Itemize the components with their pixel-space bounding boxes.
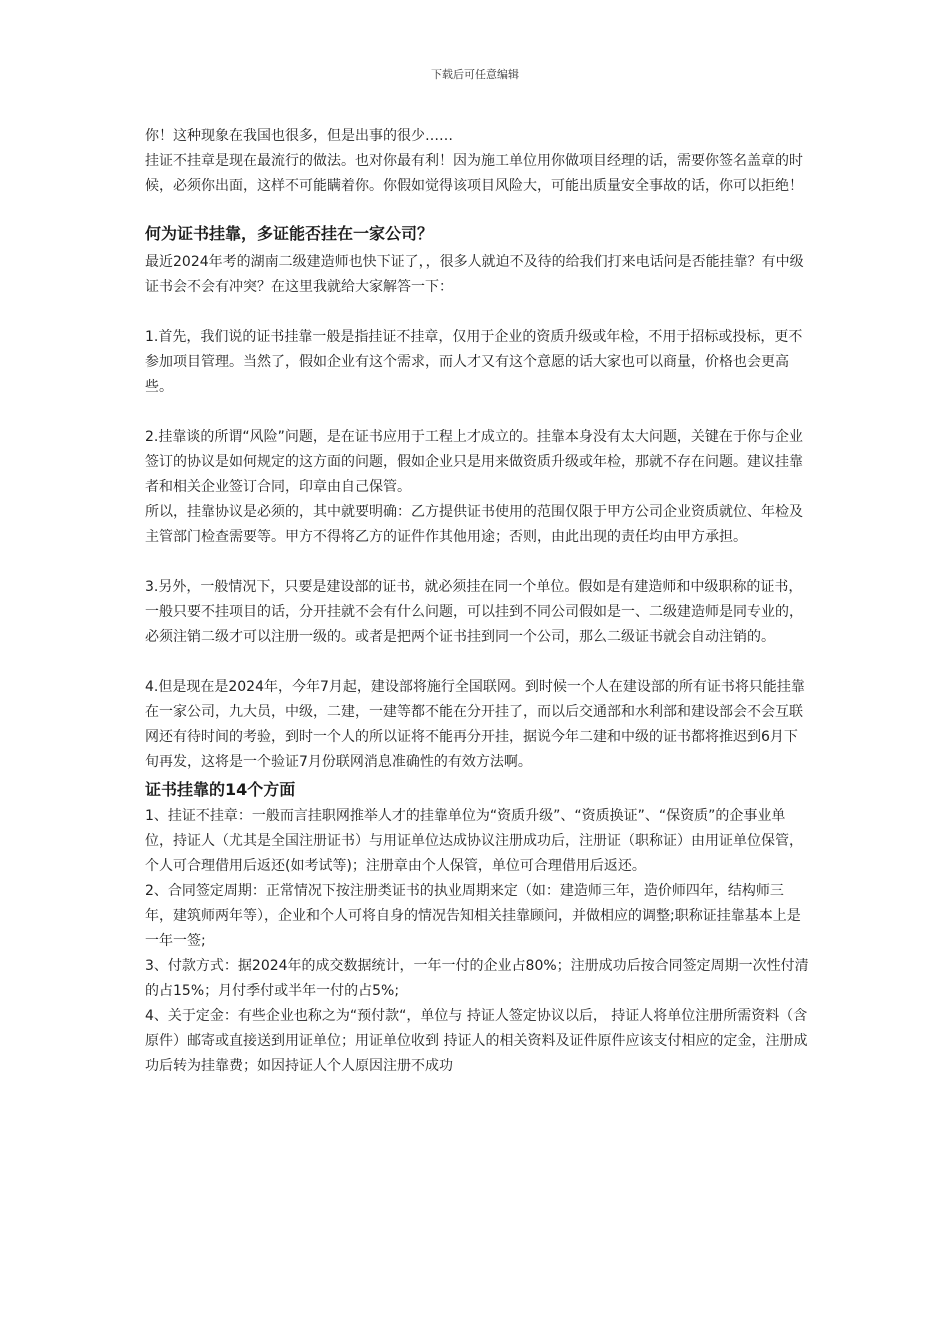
intro-paragraph-2: 挂证不挂章是现在最流行的做法。也对你最有利！因为施工单位用你做项目经理的话，需要你签名盖章的时候，必须你出面，这样不可能瞒着你。你假如觉得该项目风险大，可能出质量安全事故的话，你可以拒绝！ (145, 153, 803, 194)
document-body (145, 124, 810, 1079)
section2-item-3: 3、付款方式：据2024年的成交数据统计，一年一付的企业占80%；注册成功后按合同签定周期一次性付清的占15%；月付季付或半年一付的占5%; (145, 958, 809, 999)
section2-item-4: 4、关于定金：有些企业也称之为“预付款“，单位与 持证人签定协议以后， 持证人将单位注册所需资料（含原件）邮寄或直接送到用证单位；用证单位收到 持证人的相关资料及证件原件应该支付相应的定金，注册成功后转为挂靠费；如因持证人个人原因注册不成功 (145, 1008, 808, 1074)
paragraph-gap (145, 400, 810, 425)
section-heading-14-aspects: 证书挂靠的14个方面 (145, 780, 296, 799)
paragraph-gap (145, 650, 810, 675)
page-header: 下载后可任意编辑 (431, 68, 519, 81)
section1-point-4: 4.但是现在是2024年，今年7月起，建设部将施行全国联网。到时候一个人在建设部的所有证书将只能挂靠在一家公司，九大员，中级，二建，一建等都不能在分开挂了，而以后交通部和水利部和建设部会不会互联网还有待时间的考验，到时一个人的所以证将不能再分开挂，据说今年二建和中级的证书都将推迟到6月下旬再发，这将是一个验证7月份联网消息准确性的有效方法啊。 (145, 679, 805, 770)
section1-point-3: 3.另外，一般情况下，只要是建设部的证书，就必须挂在同一个单位。假如是有建造师和中级职称的证书，一般只要不挂项目的话，分开挂就不会有什么问题，可以挂到不同公司假如是一、二级建造师是同专业的，必须注销二级才可以注册一级的。或者是把两个证书挂到同一个公司，那么二级证书就会自动注销的。 (145, 579, 803, 645)
section1-point-2: 2.挂靠谈的所谓“风险”问题，是在证书应用于工程上才成立的。挂靠本身没有太大问题，关键在于你与企业签订的协议是如何规定的这方面的问题，假如企业只是用来做资质升级或年检，那就不存在问题。建议挂靠者和相关企业签订合同，印章由自己保管。 (145, 429, 803, 495)
section-heading-certificate-affiliation: 何为证书挂靠，多证能否挂在一家公司？ (145, 224, 434, 243)
section1-point-2-continued: 所以，挂靠协议是必须的，其中就要明确：乙方提供证书使用的范围仅限于甲方公司企业资质就位、年检及主管部门检查需要等。甲方不得将乙方的证件作其他用途；否则，由此出现的责任均由甲方承担。 (145, 504, 803, 545)
section1-point-1: 1.首先，我们说的证书挂靠一般是指挂证不挂章，仅用于企业的资质升级或年检，不用于招标或投标，更不参加项目管理。当然了，假如企业有这个需求，而人才又有这个意愿的话大家也可以商量，价格也会更高些。 (145, 329, 803, 395)
paragraph-gap (145, 550, 810, 575)
intro-paragraph-1: 你！这种现象在我国也很多，但是出事的很少…… (145, 128, 453, 144)
section2-item-1: 1、挂证不挂章：一般而言挂职网推举人才的挂靠单位为“资质升级”、“资质换证”、“保资质”的企事业单位，持证人（尤其是全国注册证书）与用证单位达成协议注册成功后，注册证（职称证）由用证单位保管，个人可合理借用后返还(如考试等)；注册章由个人保管，单位可合理借用后返还。 (145, 808, 803, 874)
paragraph-gap (145, 300, 810, 325)
section2-item-2: 2、合同签定周期：正常情况下按注册类证书的执业周期来定（如：建造师三年，造价师四年，结构师三年，建筑师两年等），企业和个人可将自身的情况告知相关挂靠顾问，并做相应的调整;职称证挂靠基本上是一年一签; (145, 883, 801, 949)
section1-lead-paragraph: 最近2024年考的湖南二级建造师也快下证了，，很多人就迫不及待的给我们打来电话问是否能挂靠？有中级证书会不会有冲突？在这里我就给大家解答一下： (145, 254, 804, 295)
